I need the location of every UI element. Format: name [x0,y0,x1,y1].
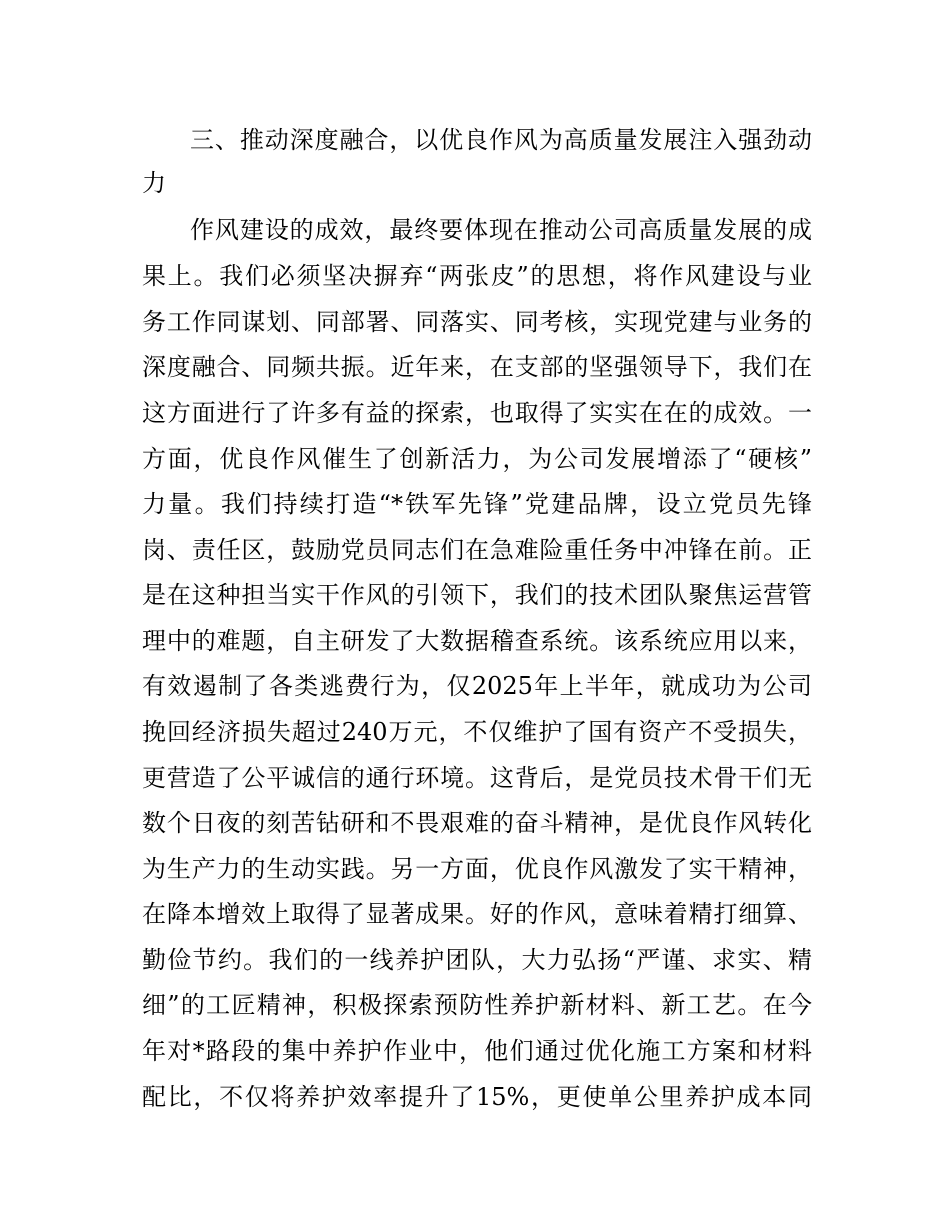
paragraph-line: 这方面进行了许多有益的探索，也取得了实实在在的成效。一 [142,399,812,427]
paragraph-line: 配比，不仅将养护效率提升了15%，更使单公里养护成本同 [142,1083,812,1111]
paragraph-line: 岗、责任区，鼓励党员同志们在急难险重任务中冲锋在前。正 [142,536,812,564]
paragraph-line: 深度融合、同频共振。近年来，在支部的坚强领导下，我们在 [142,353,812,381]
paragraph-line: 力量。我们持续打造“*铁军先锋”党建品牌，设立党员先锋 [142,490,812,518]
paragraph-line: 为生产力的生动实践。另一方面，优良作风激发了实干精神， [142,855,812,883]
paragraph-line: 勤俭节约。我们的一线养护团队，大力弘扬“严谨、求实、精 [142,946,812,974]
paragraph-line: 作风建设的成效，最终要体现在推动公司高质量发展的成 [190,216,812,244]
section-heading-line-2: 力 [142,169,166,197]
paragraph-line: 数个日夜的刻苦钻研和不畏艰难的奋斗精神，是优良作风转化 [142,809,812,837]
paragraph-line: 在降本增效上取得了显著成果。好的作风，意味着精打细算、 [142,900,812,928]
paragraph-line: 果上。我们必须坚决摒弃“两张皮”的思想，将作风建设与业 [142,262,812,290]
paragraph-line: 有效遏制了各类逃费行为，仅2025年上半年，就成功为公司 [142,672,812,700]
paragraph-line: 更营造了公平诚信的通行环境。这背后，是党员技术骨干们无 [142,764,812,792]
section-heading-line-1: 三、推动深度融合，以优良作风为高质量发展注入强劲动 [190,126,812,154]
paragraph-line: 挽回经济损失超过240万元，不仅维护了国有资产不受损失， [142,718,812,746]
paragraph-line: 方面，优良作风催生了创新活力，为公司发展增添了“硬核” [142,445,812,473]
paragraph-line: 理中的难题，自主研发了大数据稽查系统。该系统应用以来， [142,627,812,655]
paragraph-line: 是在这种担当实干作风的引领下，我们的技术团队聚焦运营管 [142,581,812,609]
paragraph-line: 细”的工匠精神，积极探索预防性养护新材料、新工艺。在今 [142,991,812,1019]
paragraph-line: 年对*路段的集中养护作业中，他们通过优化施工方案和材料 [142,1037,812,1065]
paragraph-line: 务工作同谋划、同部署、同落实、同考核，实现党建与业务的 [142,308,812,336]
